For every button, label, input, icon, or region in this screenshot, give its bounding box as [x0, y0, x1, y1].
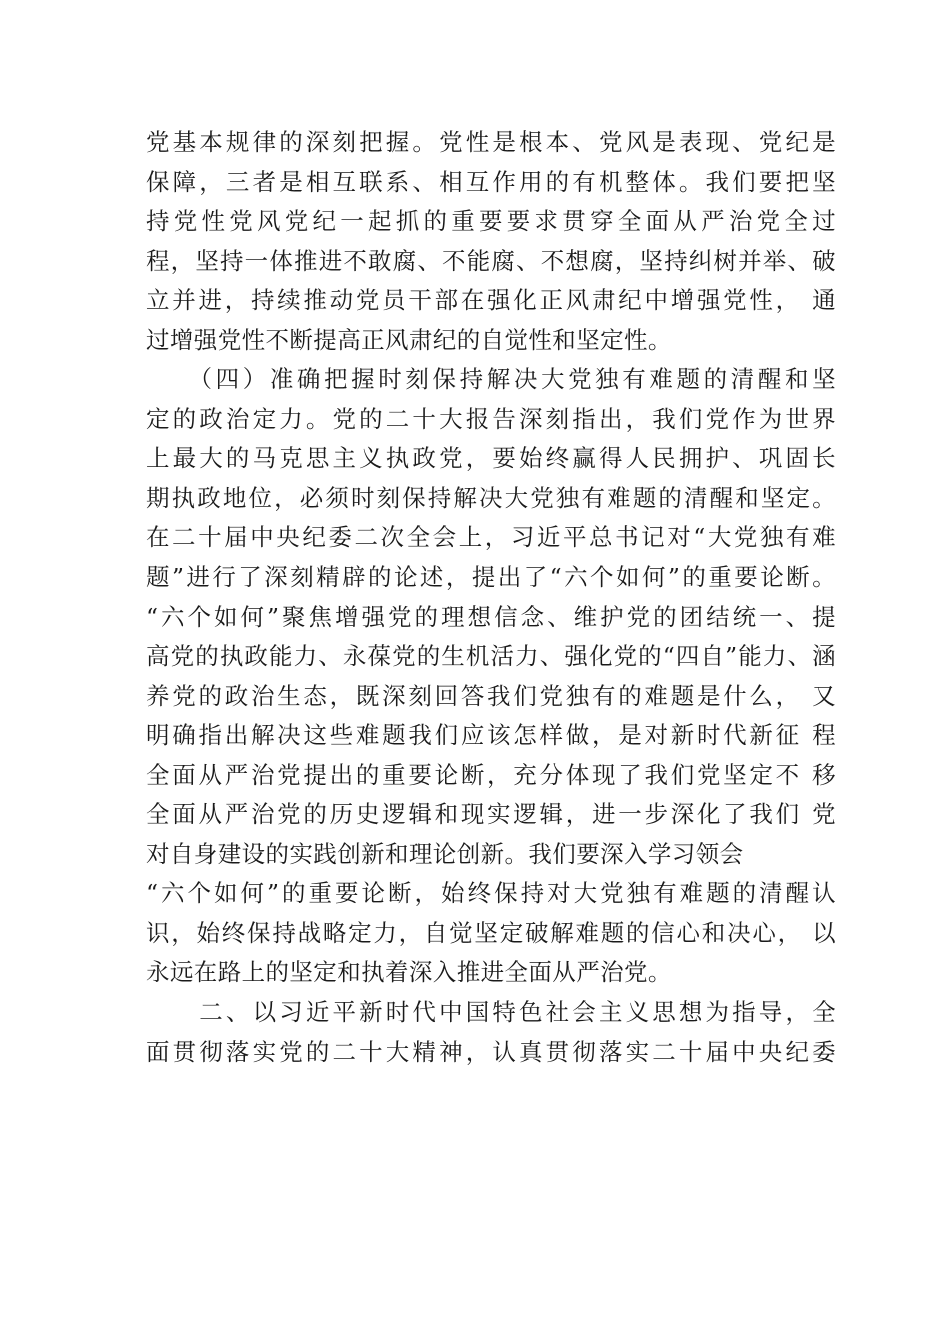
text-line-8: 定的政治定力。党的二十大报告深刻指出，我们党作为世界	[146, 404, 836, 433]
text-line-10: 期执政地位，必须时刻保持解决大党独有难题的清醒和坚定。	[146, 483, 836, 512]
text-line-2: 保障，三者是相互联系、相互作用的有机整体。我们要把坚	[146, 167, 836, 196]
text-line-17: 全面从严治党提出的重要论断，充分体现了我们党坚定不 移	[146, 760, 836, 789]
text-line-24: 面贯彻落实党的二十大精神，认真贯彻落实二十届中央纪委	[146, 1037, 836, 1066]
text-line-11: 在二十届中央纪委二次全会上，习近平总书记对“大党独有难	[146, 523, 836, 552]
text-line-3: 持党性党风党纪一起抓的重要要求贯穿全面从严治党全过	[146, 207, 836, 236]
text-line-22: 永远在路上的坚定和执着深入推进全面从严治党。	[146, 958, 672, 987]
text-line-7: （四）准确把握时刻保持解决大党独有难题的清醒和坚	[146, 365, 836, 394]
text-line-4: 程，坚持一体推进不敢腐、不能腐、不想腐，坚持纠树并举、破	[146, 246, 836, 275]
text-line-5: 立并进，持续推动党员干部在强化正风肃纪中增强党性， 通	[146, 286, 836, 315]
body-text	[146, 123, 836, 1072]
text-line-13: “六个如何”聚焦增强党的理想信念、维护党的团结统一、提	[146, 602, 836, 631]
text-line-16: 明确指出解决这些难题我们应该怎样做，是对新时代新征 程	[146, 721, 836, 750]
text-line-23: 二、以习近平新时代中国特色社会主义思想为指导，全	[146, 998, 836, 1027]
text-line-9: 上最大的马克思主义执政党，要始终赢得人民拥护、巩固长	[146, 444, 836, 473]
text-line-19: 对自身建设的实践创新和理论创新。我们要深入学习领会	[146, 839, 744, 868]
text-line-21: 识，始终保持战略定力，自觉坚定破解难题的信心和决心， 以	[146, 918, 836, 947]
text-line-20: “六个如何”的重要论断，始终保持对大党独有难题的清醒认	[146, 879, 836, 908]
text-line-15: 养党的政治生态，既深刻回答我们党独有的难题是什么， 又	[146, 681, 836, 710]
text-line-18: 全面从严治党的历史逻辑和现实逻辑，进一步深化了我们 党	[146, 800, 836, 829]
text-line-6: 过增强党性不断提高正风肃纪的自觉性和坚定性。	[146, 325, 672, 354]
text-line-14: 高党的执政能力、永葆党的生机活力、强化党的“四自”能力、涵	[146, 642, 836, 671]
text-line-12: 题”进行了深刻精辟的论述，提出了“六个如何”的重要论断。	[146, 563, 836, 592]
text-line-1: 党基本规律的深刻把握。党性是根本、党风是表现、党纪是	[146, 128, 836, 156]
